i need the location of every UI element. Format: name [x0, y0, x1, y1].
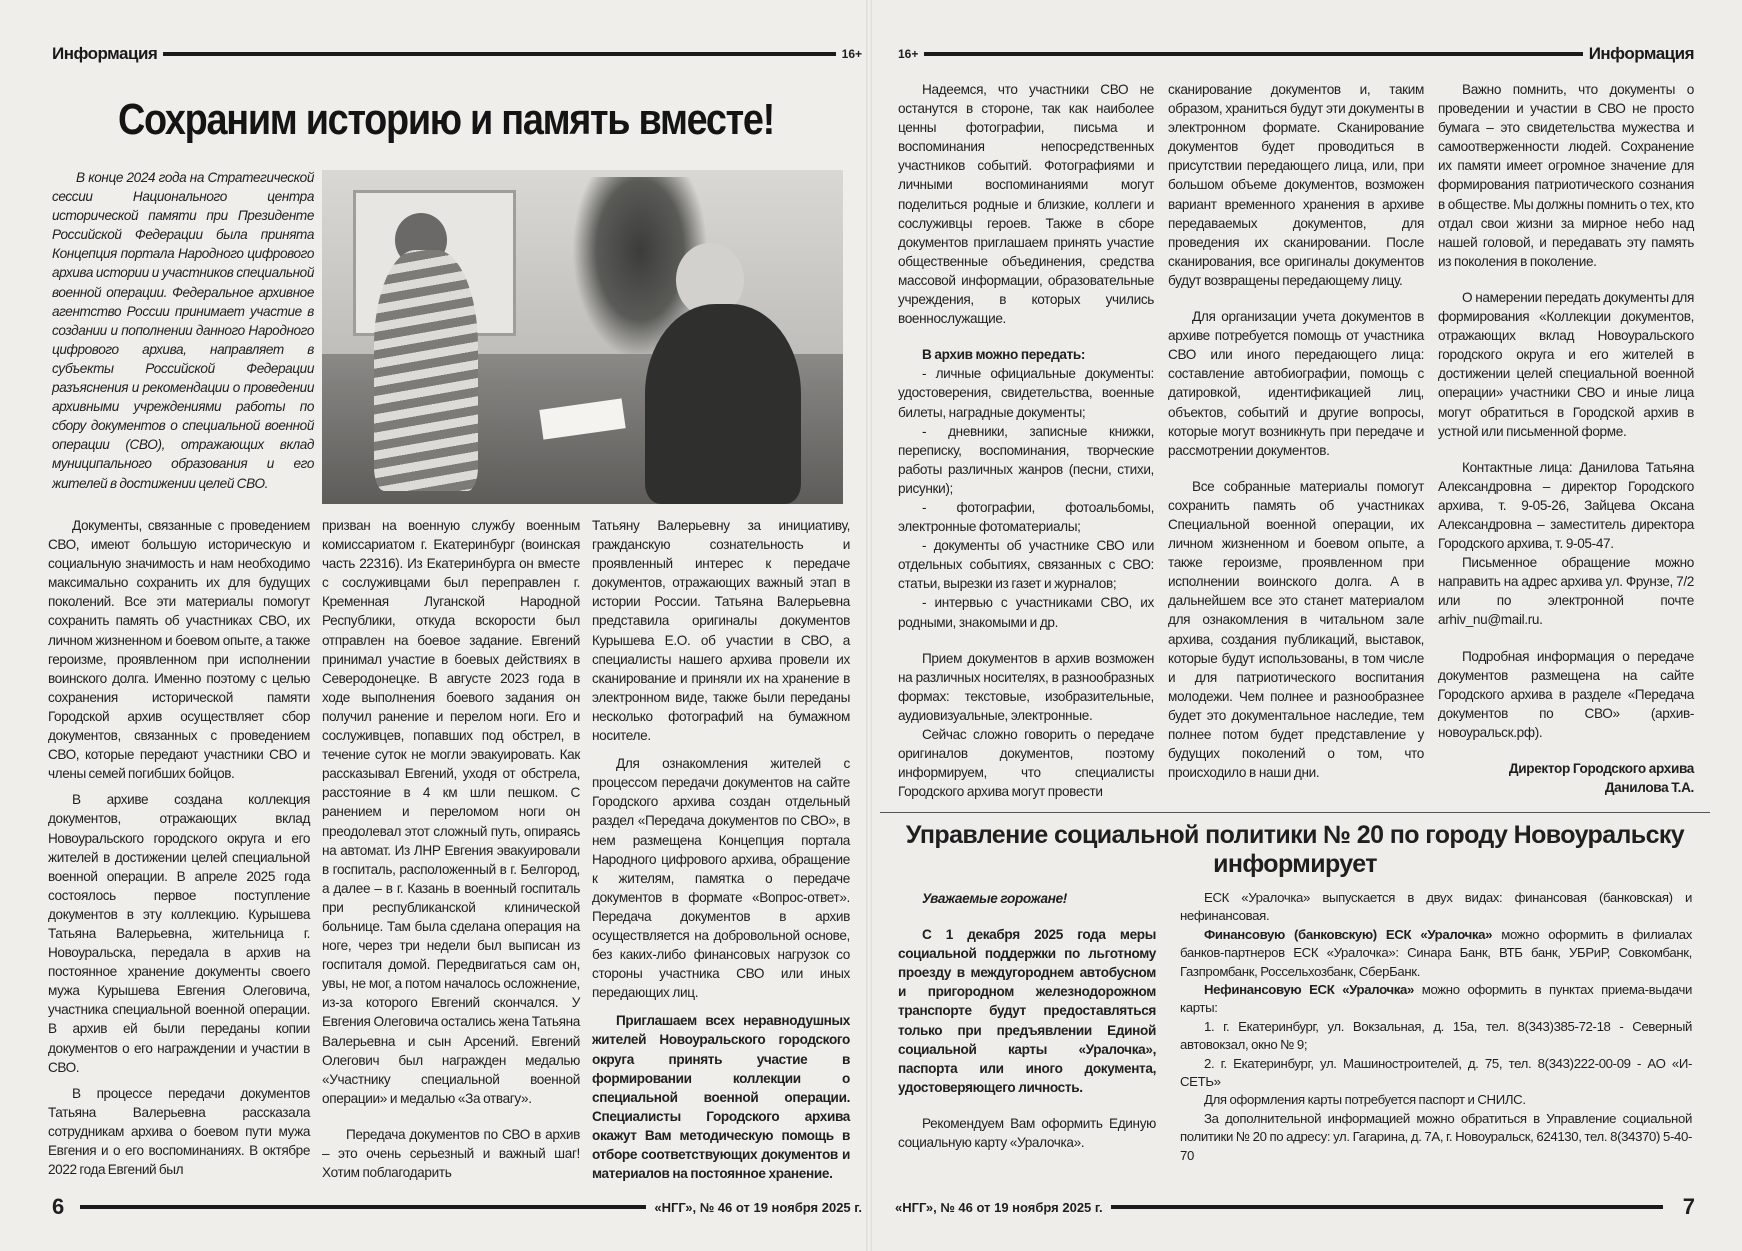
- list-item: - дневники, записные книжки, переписку, воспоминания, творческие работы различных жанров (песни, стихи, рисунки);: [898, 423, 1154, 496]
- paragraph: призван на военную службу военным комиссариатом г. Екатеринбург (воинская часть 22316). Из Екатеринбурга он вместе с сослуживцами был переправлен г. Кременная Луганской Народной Республики, откуда вскорости был отправлен на боевое задание. Евгений принимал участие в боевых действиях в Северодонецке. В августе 2023 года в ходе выполнения боевого задания он получил ранение и перелом ноги. Его и сослуживцев, попавших под обстрел, в течение суток не могли эвакуировать. Как рассказывал Евгений, уходя от обстрела, расстояние в 4 км шли пешком. С ранением и переломом ноги он преодолевал этот сложный путь, опираясь на автомат. Из ЛНР Евгения эвакуировали в госпиталь, расположенный в г. Белгород, а далее – в г. Казань в военный госпиталь при республиканской клинической больнице. Там была сделана операция на ноге, через три недели был выписан из госпиталя домой. Передвигаться сам он, увы, не мог, а потом началось осложнение, из-за которого Евгений скончался. У Евгения Олеговича остались жена Татьяна Валерьевна и сын Арсений. Евгений Олегович был награжден медалью «Участнику специальной военной операции» и медалью «За отвагу».: [322, 518, 580, 1106]
- page-number: 6: [52, 1194, 65, 1219]
- paragraph: Важно помнить, что документы о проведении и участии в СВО не просто бумага – это свидетельства мужества и самоотверженности людей. Сохранение их памяти имеет огромное значение для формирования патриотического сознания в обществе. Мы должны помнить о тех, кто отдал свои жизни за мирное небо над нашей головой, и передавать эту память из поколения в поколение.: [1438, 82, 1694, 269]
- section-label: Информация: [52, 44, 158, 63]
- paragraph: Подробная информация о передаче документов размещена на сайте Городского архива в разделе «Передача документов по СВО» (архив-новоуральск.рф).: [1438, 648, 1694, 740]
- list-title: В архив можно передать:: [922, 347, 1086, 363]
- paragraph: сканирование документов и, таким образом, храниться будут эти документы в электронном формате. Сканирование документов будет проводиться в присутствии передающего лица, или, при большом объеме документов, возможен вариант временного хранения в архиве передаваемых документов, для проведения их сканировании. После сканирования, все оригиналы документов будут возвращены передающему лицу.: [1168, 82, 1424, 288]
- issue-point-1: 1. г. Екатеринбург, ул. Вокзальная, д. 15а, тел. 8(343)385-72-18 - Северный автовокзал, окно № 9;: [1180, 1018, 1692, 1053]
- paragraph: В процессе передачи документов Татьяна Валерьевна рассказала сотрудникам архива о боевом пути мужа Евгения и о его воспоминаниях. В октябре 2022 года Евгений был: [48, 1085, 310, 1178]
- notice-bold-paragraph: С 1 декабря 2025 года меры социальной поддержки по льготному проезду в междугороднем автобусном и пригородном железнодорожном транспорте будут предоставляться только при предъявлении Единой социальной карты «Уралочка», паспорта или иного документа, удостоверяющего личность.: [898, 927, 1156, 1095]
- list-item: - личные официальные документы: удостоверения, свидетельства, военные билеты, наградные документы;: [898, 366, 1154, 420]
- notice-recommendation: Рекомендуем Вам оформить Единую социальную карту «Уралочка».: [898, 1115, 1156, 1151]
- notice-contacts: За дополнительной информацией можно обратиться в Управление социальной политики № 20 по адресу: ул. Гагарина, д. 7А, г. Новоуральск, 624130, тел. 8(34370) 5-40-70: [1180, 1110, 1692, 1163]
- article-lead: [52, 168, 314, 493]
- right-page-header: [898, 44, 1694, 64]
- paragraph: Документы, связанные с проведением СВО, имеют большую историческую и социальную значимость и нам необходимо максимально сохранить их для будущих поколений. Все эти материалы помогут сохранить память об участниках СВО, их личном жизненном и боевом опыте, а также героизме, проявленном при исполнении воинского долга. Именно поэтому с целью сохранения исторической памяти Городской архив осуществляет сбор документов, связанных с проведением СВО, которые передают участники СВО и члены семей погибших бойцов.: [48, 518, 310, 782]
- left-column-1: [48, 516, 310, 1179]
- issue-info: «НГГ», № 46 от 19 ноября 2025 г.: [654, 1199, 862, 1215]
- signature: [1438, 759, 1694, 797]
- notice-body: [880, 889, 1710, 1165]
- photo-person-left: [374, 250, 478, 490]
- article-headline: Сохраним историю и память вместе!: [118, 95, 774, 144]
- notice-section: [880, 812, 1710, 1165]
- section-label: Информация: [1588, 44, 1694, 63]
- list-item: - фотографии, фотоальбомы, электронные фотоматериалы;: [898, 499, 1154, 535]
- paragraph: Сейчас сложно говорить о передаче оригиналов документов, поэтому информируем, что специалисты Городского архива могут провести: [898, 727, 1154, 800]
- paragraph: Все собранные материалы помогут сохранить память об участниках Специальной военной операции, их личном жизненном и боевом опыте, а также героизме, проявленном при исполнении воинского долга. А в дальнейшем все это станет материалом для ознакомления в читальном зале архива, создания публикаций, выставок, которые будут использованы, в том числе и для патриотического воспитания молодежи. Чем полнее и разнообразнее будет это документальное наследие, тем полнее потом будет представление у будущих поколений о том, что происходило в наши дни.: [1168, 478, 1424, 781]
- paragraph: Для ознакомления жителей с процессом передачи документов на сайте Городского архива создан отдельный раздел «Передача документов по СВО», в нем размещена Концепция портала Народного цифрового архива, обращение к жителям, памятка о передаче документов в формате «Вопрос-ответ». Передача документов в архив осуществляется на добровольной основе, без каких-либо финансовых нагрузок со стороны участника СВО или иных передающих лиц.: [592, 756, 850, 1001]
- nonfinancial-card-label: Нефинансовую ЕСК «Уралочка»: [1204, 982, 1414, 998]
- paragraph: Надеемся, что участники СВО не останутся в стороне, так как наиболее ценны фотографии, письма и воспоминания непосредственных участников событий. Фотографиями и личными воспоминаниями могут поделиться родные и близкие, коллеги и сослуживцы героев. Также в сборе документов приглашаем принять участие общественные объединения, средства массовой информации, образовательные учреждения, в которых учились военнослужащие.: [898, 82, 1154, 327]
- paragraph: Татьяну Валерьевну за инициативу, гражданскую сознательность и проявленный интерес к передаче документов, отражающих важный этап в истории России. Татьяна Валерьевна представила оригиналы документов Курышева Е.О. об участии в СВО, а специалисты нашего архива провели их сканирование и приняли их на хранение в электронном виде, также были переданы несколько фотографий на бумажном носителе.: [592, 518, 850, 744]
- nonfinancial-card-text: можно оформить в пунктах приема-выдачи карты:: [1180, 982, 1693, 1016]
- issue-info: «НГГ», № 46 от 19 ноября 2025 г.: [895, 1199, 1103, 1215]
- article-photo: [322, 170, 843, 504]
- left-page-footer: [52, 1194, 862, 1220]
- notice-paragraph-nonfinancial: [1180, 981, 1692, 1018]
- footer-rule: [1111, 1205, 1663, 1209]
- paragraph: В архиве создана коллекция документов, отражающих вклад Новоуральского городского округа и его жителей в достижении целей специальной военной операции. В апреле 2025 года состоялось первое поступление документов в эту коллекцию. Курышева Татьяна Валерьевна, жительница г. Новоуральска, передала в архив на постоянное хранение документы своего мужа Курышева Евгения Олеговича, участника специальной военной операции. В архив ей были переданы копии документов о его награждении и участии в СВО.: [48, 792, 310, 1075]
- lead-paragraph: В конце 2024 года на Стратегической сессии Национального центра исторической памяти при Президенте Российской Федерации была принята Концепция портала Народного цифрового архива истории и участников специальной военной операции. Федеральное архивное агентство России принимает участие в создании и пополнении данного Народного цифрового архива, направляет в субъекты Российской Федерации разъяснения и рекомендации о проведении архивными учреждениями работы по сбору документов о специальной военной операции (СВО), отражающих вклад муниципального образования и его жителей в достижении целей СВО.: [52, 170, 314, 491]
- left-page-header: [52, 44, 862, 64]
- signature-title: Директор Городского архива: [1508, 761, 1694, 776]
- header-rule: [163, 52, 835, 56]
- section-divider: [880, 812, 1710, 813]
- notice-greeting: Уважаемые горожане!: [922, 891, 1067, 906]
- footer-rule: [80, 1205, 646, 1209]
- issue-point-2: 2. г. Екатеринбург, ул. Машиностроителей, д. 75, тел. 8(343)222-00-09 - АО «И-СЕТЬ»: [1180, 1055, 1692, 1090]
- notice-headline: [880, 821, 1710, 879]
- signature-name: Данилова Т.А.: [1604, 780, 1694, 795]
- list-item: - документы об участнике СВО или отдельных событиях, связанных с СВО: статьи, вырезки из газет и журналов;: [898, 538, 1154, 592]
- list-item: - интервью с участниками СВО, их родными, знакомыми и др.: [898, 595, 1154, 630]
- right-column-2: [1168, 80, 1424, 782]
- header-rule: [924, 52, 1582, 56]
- notice-right-column: [1180, 889, 1692, 1165]
- paragraph: Передача документов по СВО в архив – это очень серьезный и важный шаг! Хотим поблагодарить: [322, 1126, 580, 1181]
- notice-paragraph-financial: [1180, 926, 1692, 981]
- financial-card-text: можно оформить в филиалах банков-партнеров ЕСК «Уралочка»: Синара Банк, ВТБ банк, УБРиР, Совкомбанк, Газпромбанк, Россельхозбанк, СберБанк.: [1180, 926, 1692, 979]
- notice-headline-line2: информирует: [1213, 850, 1377, 878]
- address-paragraph: Письменное обращение можно направить на адрес архива ул. Фрунзе, 7/2 или по электронной почте arhiv_nu@mail.ru.: [1438, 555, 1694, 628]
- right-column-3: [1438, 80, 1694, 797]
- notice-left-column: [898, 889, 1156, 1165]
- page-gutter: [866, 0, 872, 1251]
- left-column-2: [322, 516, 580, 1182]
- age-rating: 16+: [841, 47, 862, 61]
- right-page-footer: [895, 1194, 1695, 1220]
- photo-person-right: [645, 304, 801, 504]
- contacts-paragraph: Контактные лица: Данилова Татьяна Александровна – директор Городского архива, т. 9-05-26, Зайцева Оксана Александровна – заместитель директора Городского архива, т. 9-05-47.: [1438, 459, 1694, 552]
- left-column-3: [592, 516, 850, 1183]
- notice-paragraph: Для оформления карты потребуется паспорт и СНИЛС.: [1204, 1092, 1526, 1108]
- age-rating: 16+: [898, 47, 919, 61]
- paragraph: О намерении передать документы для формирования «Коллекции документов, отражающих вклад Новоуральского городского округа и его жителей в достижении целей специальной военной операции» участники СВО и иные лица могут обратиться в Городской архив в устной или письменной форме.: [1438, 289, 1694, 439]
- right-column-1: [898, 80, 1154, 801]
- financial-card-label: Финансовую (банковскую) ЕСК «Уралочка»: [1204, 926, 1493, 942]
- paragraph: Прием документов в архив возможен на различных носителях, в разнообразных формах: текстовые, изобразительные, аудиовизуальные, электронные.: [898, 650, 1154, 723]
- notice-headline-line1: Управление социальной политики № 20 по городу Новоуральску: [905, 821, 1685, 849]
- transfer-list: [898, 345, 1154, 631]
- invitation-paragraph: Приглашаем всех неравнодушных жителей Новоуральского городского округа принять участие в формировании коллекции о специальной военной операции. Специалисты Городского архива окажут Вам методическую помощь в отборе соответствующих документов и материалов на постоянное хранение.: [592, 1013, 850, 1182]
- page-number: 7: [1682, 1194, 1695, 1219]
- notice-paragraph: ЕСК «Уралочка» выпускается в двух видах: финансовая (банковская) и нефинансовая.: [1180, 890, 1692, 924]
- paragraph: Для организации учета документов в архиве потребуется помощь от участника СВО или иного передающего лица: составление автобиографии, помощь с датировкой, идентификацией лиц, объектов, событий и другие вопросы, которые могут возникнуть при передаче и рассмотрении документов.: [1168, 309, 1424, 458]
